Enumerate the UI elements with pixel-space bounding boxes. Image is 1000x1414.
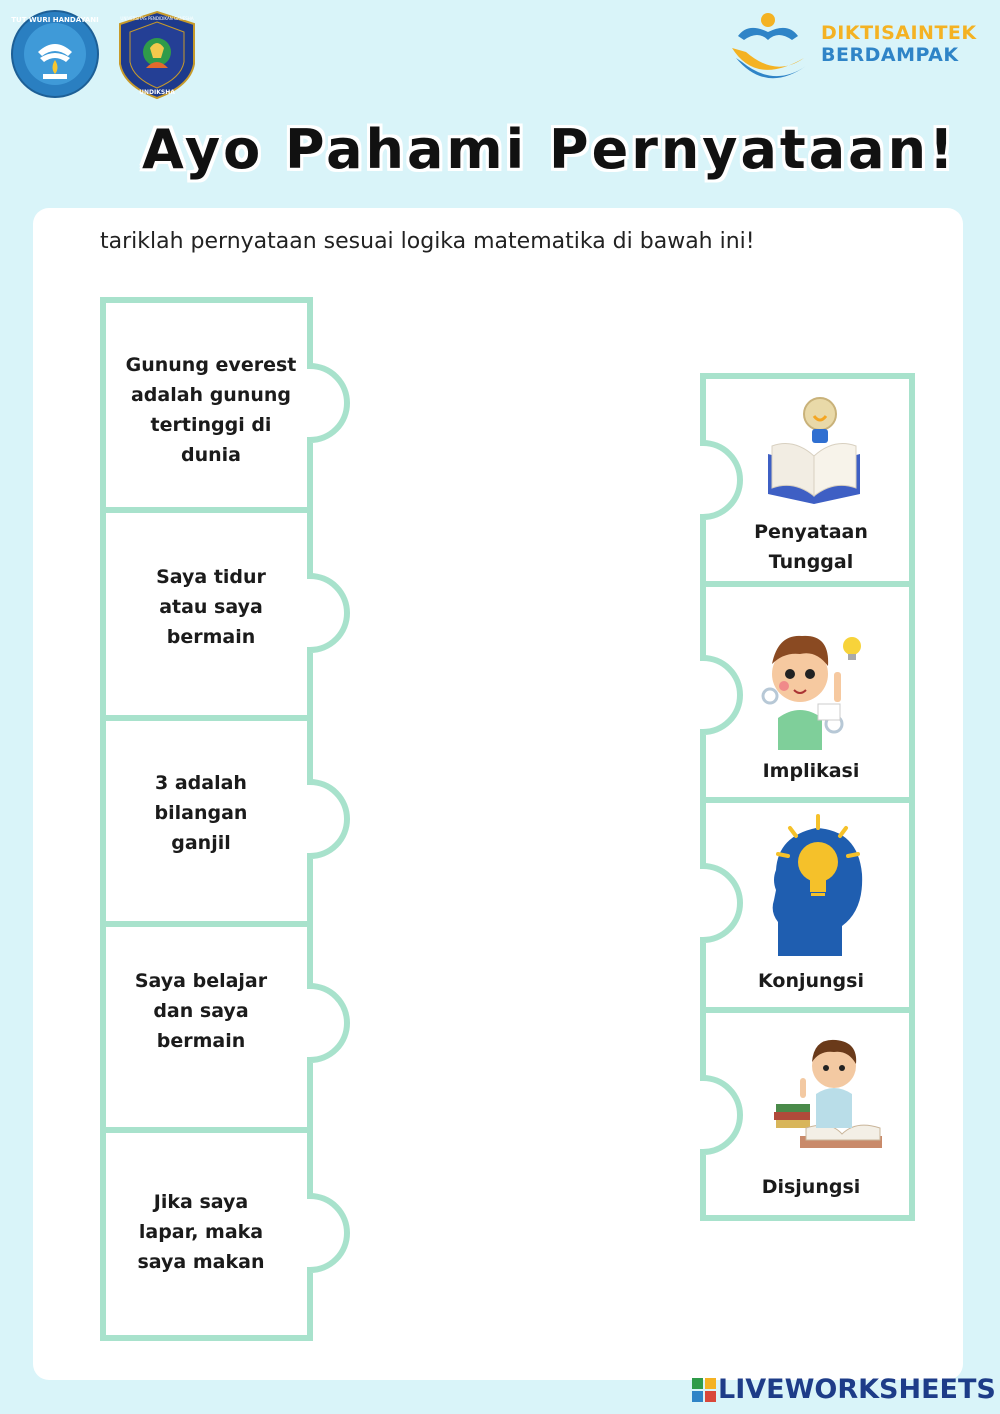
boy-reading-icon	[770, 1024, 890, 1154]
statement-3-line-3: ganjil	[171, 832, 231, 854]
liveworksheets-logo-icon	[692, 1378, 716, 1402]
statement-piece-2[interactable]	[116, 562, 306, 652]
statement-4-line-3: bermain	[156, 1030, 246, 1052]
tut-wuri-logo-text: TUT WURI HANDAYANI	[11, 16, 99, 24]
statement-5-line-2: lapar, maka	[138, 1221, 264, 1243]
category-1-line-2: Tunggal	[768, 551, 854, 573]
statement-4-line-1: Saya belajar	[134, 970, 268, 992]
statement-1-line-4: dunia	[181, 444, 241, 466]
statement-piece-1[interactable]	[116, 350, 306, 470]
category-piece-3[interactable]	[711, 966, 911, 996]
instruction-text: tariklah pernyataan sesuai logika matematika di bawah ini!	[100, 229, 755, 254]
statement-2-line-2: atau saya	[159, 596, 263, 618]
statement-1-line-2: adalah gunung	[130, 384, 292, 406]
liveworksheets-footer	[690, 1372, 996, 1408]
head-lightbulb-icon	[768, 810, 868, 956]
statement-5-line-1: Jika saya	[153, 1191, 249, 1213]
undiksha-logo-text: UNDIKSHA	[139, 89, 175, 96]
statement-3-line-1: 3 adalah	[155, 772, 247, 794]
undiksha-logo-top-text: UNIVERSITAS PENDIDIKAN GANESHA	[120, 16, 194, 21]
brand-line-1: DIKTISAINTEK	[821, 22, 977, 44]
category-3-line-1: Konjungsi	[758, 970, 864, 992]
statement-1-line-1: Gunung everest	[125, 354, 297, 376]
statement-piece-4[interactable]	[106, 966, 296, 1056]
statement-1-line-3: tertinggi di	[150, 414, 272, 436]
statement-3-line-2: bilangan	[154, 802, 248, 824]
statement-4-line-2: dan saya	[153, 1000, 249, 1022]
liveworksheets-brand: LIVEWORKSHEETS	[718, 1374, 996, 1405]
category-1-line-1: Penyataan	[754, 521, 868, 543]
category-4-line-1: Disjungsi	[761, 1176, 861, 1198]
statement-2-line-1: Saya tidur	[156, 566, 266, 588]
category-piece-4[interactable]	[711, 1172, 911, 1202]
category-piece-2[interactable]	[711, 756, 911, 786]
book-lightbulb-icon	[760, 394, 868, 506]
statement-2-line-3: bermain	[166, 626, 256, 648]
page-title: Ayo Pahami Pernyataan!	[142, 118, 957, 181]
category-2-line-1: Implikasi	[762, 760, 860, 782]
brand-line-2: BERDAMPAK	[821, 44, 959, 66]
statement-piece-5[interactable]	[106, 1187, 296, 1277]
boy-idea-icon	[756, 612, 868, 750]
category-piece-1[interactable]	[711, 517, 911, 577]
statement-piece-3[interactable]	[106, 768, 296, 858]
statement-5-line-3: saya makan	[137, 1251, 265, 1273]
